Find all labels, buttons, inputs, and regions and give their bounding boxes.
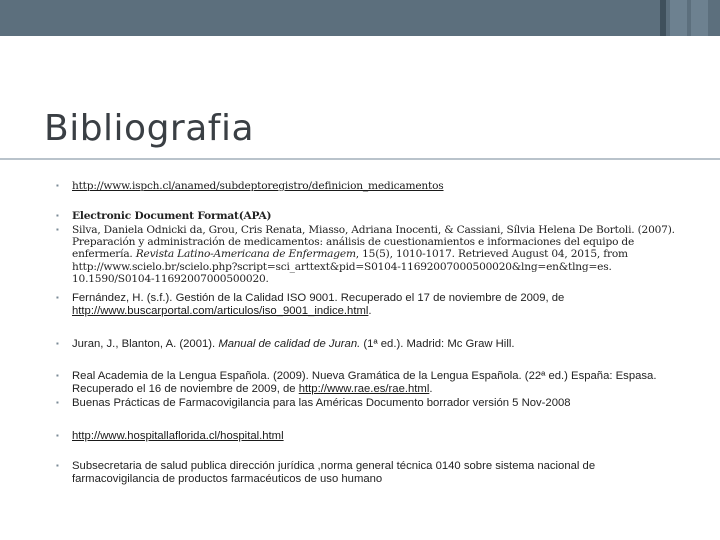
banner-block bbox=[691, 0, 708, 36]
reference-text: . bbox=[368, 304, 372, 317]
reference-item bbox=[72, 224, 680, 285]
reference-text: Fernández, H. (s.f.). Gestión de la Calidad ISO 9001. Recuperado el 17 de noviembre de 2009, de bbox=[72, 292, 565, 304]
bullet: ▪ bbox=[56, 461, 59, 470]
bullet: ▪ bbox=[56, 225, 59, 234]
reference-text: Silva, Daniela Odnicki da, Grou, Cris Renata, Miasso, Adriana Inocenti, & Cassiani, Sílvia Helena De Bortoli. (2007). Preparación y administración de medicamentos: análisis de cuestionamientos e informaciones del equipo de enfermería. bbox=[72, 224, 675, 261]
bullet: ▪ bbox=[56, 339, 59, 348]
reference-text: Real Academia de la Lengua Española. (2009). Nueva Gramática de la Lengua Española. (22ª ed.) España: Espasa. Recuperado el 16 de noviembre de 2009, de bbox=[72, 370, 657, 395]
banner-block bbox=[660, 0, 666, 36]
reference-text: , 15(5), 1010-1017. Retrieved August 04, 2015, from http://www.scielo.br/scielo.php?script=sci_arttext&pid=S0104-11692007000500020&lng=en&tlng=es. 10.1590/S0104-11692007000500020. bbox=[72, 248, 628, 285]
reference-item bbox=[72, 292, 680, 317]
journal-title: Revista Latino-Americana de Enfermagem bbox=[135, 248, 356, 261]
reference-link[interactable]: http://www.hospitallaflorida.cl/hospital.html bbox=[72, 430, 284, 442]
bullet: ▪ bbox=[56, 371, 59, 380]
reference-link[interactable]: http://www.buscarportal.com/articulos/iso_9001_indice.html bbox=[72, 304, 369, 317]
reference-item bbox=[72, 430, 680, 443]
banner-decoration bbox=[660, 0, 708, 36]
reference-item bbox=[72, 338, 680, 351]
top-banner bbox=[0, 0, 720, 36]
reference-item bbox=[72, 370, 680, 395]
bullet: ▪ bbox=[56, 398, 59, 407]
bullet: ▪ bbox=[56, 181, 59, 190]
bullet: ▪ bbox=[56, 211, 59, 220]
reference-text: . bbox=[429, 382, 433, 395]
page-title: Bibliografia bbox=[44, 108, 255, 149]
banner-block bbox=[670, 0, 687, 36]
title-divider bbox=[0, 158, 720, 160]
reference-item bbox=[72, 180, 680, 192]
book-title: Manual de calidad de Juran. bbox=[218, 338, 361, 350]
reference-text: Juran, J., Blanton, A. (2001). bbox=[72, 338, 219, 350]
bullet: ▪ bbox=[56, 431, 59, 440]
reference-text: (1ª ed.). Madrid: Mc Graw Hill. bbox=[360, 338, 515, 350]
reference-item: Buenas Prácticas de Farmacovigilancia para las Américas Documento borrador versión 5 Nov-2008 bbox=[72, 397, 571, 409]
reference-link[interactable]: http://www.rae.es/rae.html bbox=[298, 382, 430, 395]
reference-item: Subsecretaria de salud publica dirección jurídica ,norma general técnica 0140 sobre sistema nacional de farmacovigilancia de productos farmacéuticos de uso humano bbox=[72, 460, 596, 485]
reference-link[interactable]: http://www.ispch.cl/anamed/subdeptoregistro/definicion_medicamentos bbox=[72, 180, 444, 192]
reference-item: Electronic Document Format(APA) bbox=[72, 210, 272, 222]
bullet: ▪ bbox=[56, 293, 59, 302]
